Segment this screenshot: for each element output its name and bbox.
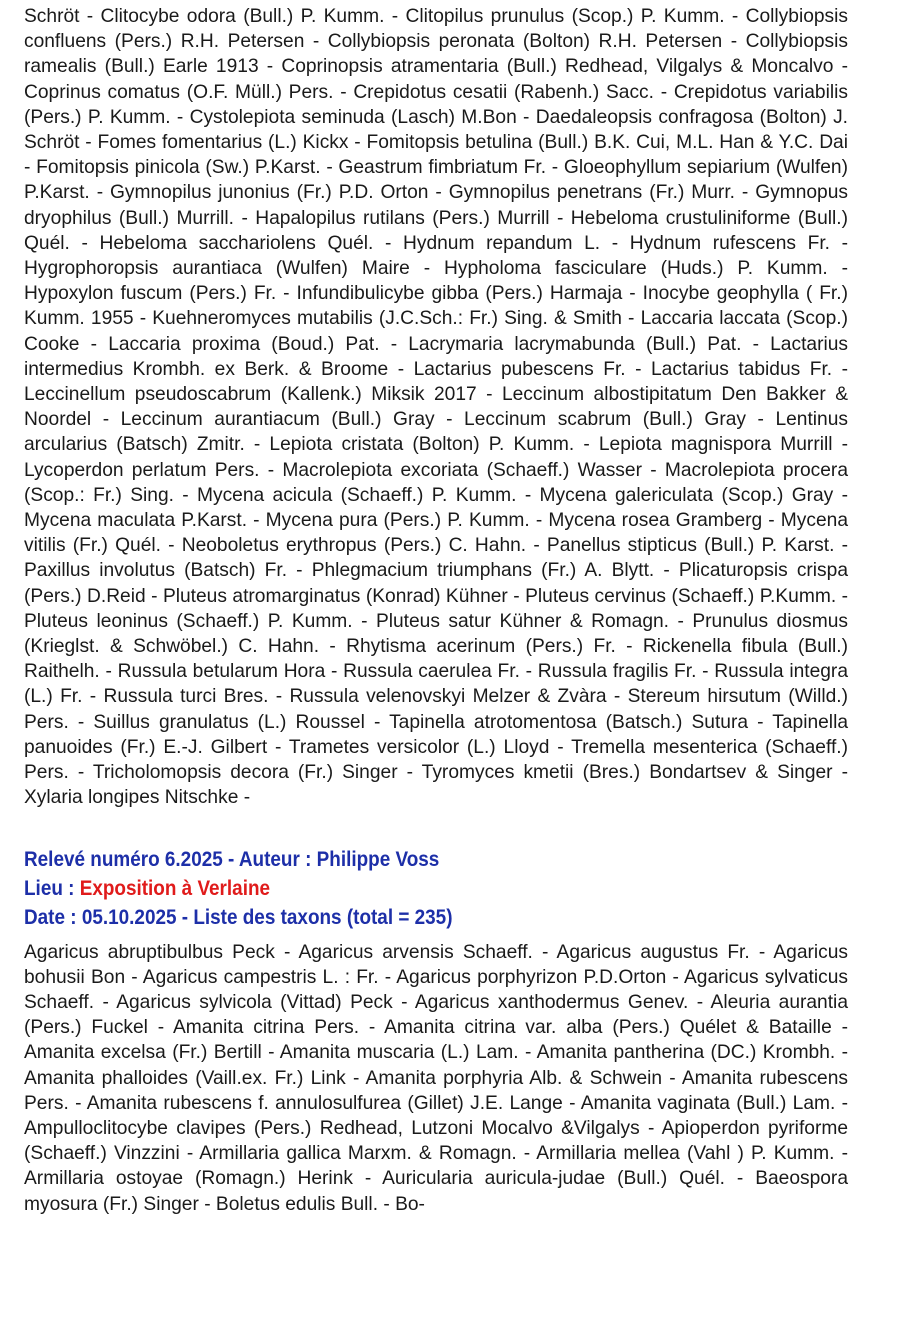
releve-location (24, 874, 749, 903)
releve-number-author: Relevé numéro 6.2025 - Auteur : Philippe Voss (24, 846, 440, 871)
releve-header (24, 845, 749, 932)
releve-date-total: Date : 05.10.2025 - Liste des taxons (total = 235) (24, 904, 453, 929)
location-label: Lieu : (24, 875, 80, 900)
document-page (24, 4, 848, 1217)
taxa-list-new: Agaricus abruptibulbus Peck - Agaricus arvensis Schaeff. - Agaricus augustus Fr. - Agaricus bohusii Bon - Agaricus campestris L. : Fr. - Agaricus porphyrizon P.D.Orton - Agaricus sylvaticus Schaeff. - Agaricus sylvicola (Vittad) Peck - Agaricus xanthodermus Genev. - Aleuria aurantia (Pers.) Fuckel - Amanita citrina Pers. - Amanita citrina var. alba (Pers.) Quélet & Bataille - Amanita excelsa (Fr.) Bertill - Amanita muscaria (L.) Lam. - Amanita pantherina (DC.) Krombh. - Amanita phalloides (Vaill.ex. Fr.) Link - Amanita porphyria Alb. & Schwein - Amanita rubescens Pers. - Amanita rubescens f. annulosulfurea (Gillet) J.E. Lange - Amanita vaginata (Bull.) Lam. - Ampulloclitocybe clavipes (Pers.) Redhead, Lutzoni Mocalvo &Vilgalys - Apioperdon pyriforme (Schaeff.) Vinzzini - Armillaria gallica Marxm. & Romagn. - Armillaria mellea (Vahl ) P. Kumm. - Armillaria ostoyae (Romagn.) Herink - Auricularia auricula-judae (Bull.) Quél. - Baeospora myosura (Fr.) Singer - Boletus edulis Bull. - Bo- (24, 941, 848, 1215)
location-value: Exposition à Verlaine (79, 875, 271, 900)
taxa-list-continued: Schröt - Clitocybe odora (Bull.) P. Kumm. - Clitopilus prunulus (Scop.) P. Kumm. - Collybiopsis confluens (Pers.) R.H. Petersen - Collybiopsis peronata (Bolton) R.H. Petersen - Collybiopsis ramealis (Bull.) Earle 1913 - Coprinopsis atramentaria (Bull.) Redhead, Vilgalys & Moncalvo - Coprinus comatus (O.F. Müll.) Pers. - Crepidotus cesatii (Rabenh.) Sacc. - Crepidotus variabilis (Pers.) P. Kumm. - Cystolepiota seminuda (Lasch) M.Bon - Daedaleopsis confragosa (Bolton) J. Schröt - Fomes fomentarius (L.) Kickx - Fomitopsis betulina (Bull.) B.K. Cui, M.L. Han & Y.C. Dai - Fomitopsis pinicola (Sw.) P.Karst. - Geastrum fimbriatum Fr. - Gloeophyllum sepiarium (Wulfen) P.Karst. - Gymnopilus junonius (Fr.) P.D. Orton - Gymnopilus penetrans (Fr.) Murr. - Gymnopus dryophilus (Bull.) Murrill. - Hapalopilus rutilans (Pers.) Murrill - Hebeloma crustuliniforme (Bull.) Quél. - Hebeloma sacchariolens Quél. - Hydnum repandum L. - Hydnum rufescens Fr. - Hygrophoropsis aurantiaca (Wulfen) Maire - Hypholoma fasciculare (Huds.) P. Kumm. - Hypoxylon fuscum (Pers.) Fr. - Infundibulicybe gibba (Pers.) Harmaja - Inocybe geophylla ( Fr.) Kumm. 1955 - Kuehneromyces mutabilis (J.C.Sch.: Fr.) Sing. & Smith - Laccaria laccata (Scop.) Cooke - Laccaria proxima (Boud.) Pat. - Lacrymaria lacrymabunda (Bull.) Pat. - Lactarius intermedius Krombh. ex Berk. & Broome - Lactarius pubescens Fr. - Lactarius tabidus Fr. - Leccinellum pseudoscabrum (Kallenk.) Miksik 2017 - Leccinum albostipitatum Den Bakker & Noordel - Leccinum aurantiacum (Bull.) Gray - Leccinum scabrum (Bull.) Gray - Lentinus arcularius (Batsch) Zmitr. - Lepiota cristata (Bolton) P. Kumm. - Lepiota magnispora Murrill - Lycoperdon perlatum Pers. - Macrolepiota excoriata (Schaeff.) Wasser - Macrolepiota procera (Scop.: Fr.) Sing. - Mycena acicula (Schaeff.) P. Kumm. - Mycena galericulata (Scop.) Gray - Mycena maculata P.Karst. - Mycena pura (Pers.) P. Kumm. - Mycena rosea Gramberg - Mycena vitilis (Fr.) Quél. - Neoboletus erythropus (Pers.) C. Hahn. - Panellus stipticus (Bull.) P. Karst. - Paxillus involutus (Batsch) Fr. - Phlegmacium triumphans (Fr.) A. Blytt. - Plicaturopsis crispa (Pers.) D.Reid - Pluteus atromarginatus (Konrad) Kühner - Pluteus cervinus (Schaeff.) P.Kumm. - Pluteus leoninus (Schaeff.) P. Kumm. - Pluteus satur Kühner & Romagn. - Prunulus diosmus (Krieglst. & Schwöbel.) C. Hahn. - Rhytisma acerinum (Pers.) Fr. - Rickenella fibula (Bull.) Raithelh. - Russula betularum Hora - Russula caerulea Fr. - Russula fragilis Fr. - Russula integra (L.) Fr. - Russula turci Bres. - Russula velenovskyi Melzer & Zvàra - Stereum hirsutum (Willd.) Pers. - Suillus granulatus (L.) Roussel - Tapinella atrotomentosa (Batsch.) Sutura - Tapinella panuoides (Fr.) E.-J. Gilbert - Trametes versicolor (L.) Lloyd - Tremella mesenterica (Schaeff.) Pers. - Tricholomopsis decora (Fr.) Singer - Tyromyces kmetii (Bres.) Bondartsev & Singer - Xylaria longipes Nitschke - (24, 6, 848, 809)
